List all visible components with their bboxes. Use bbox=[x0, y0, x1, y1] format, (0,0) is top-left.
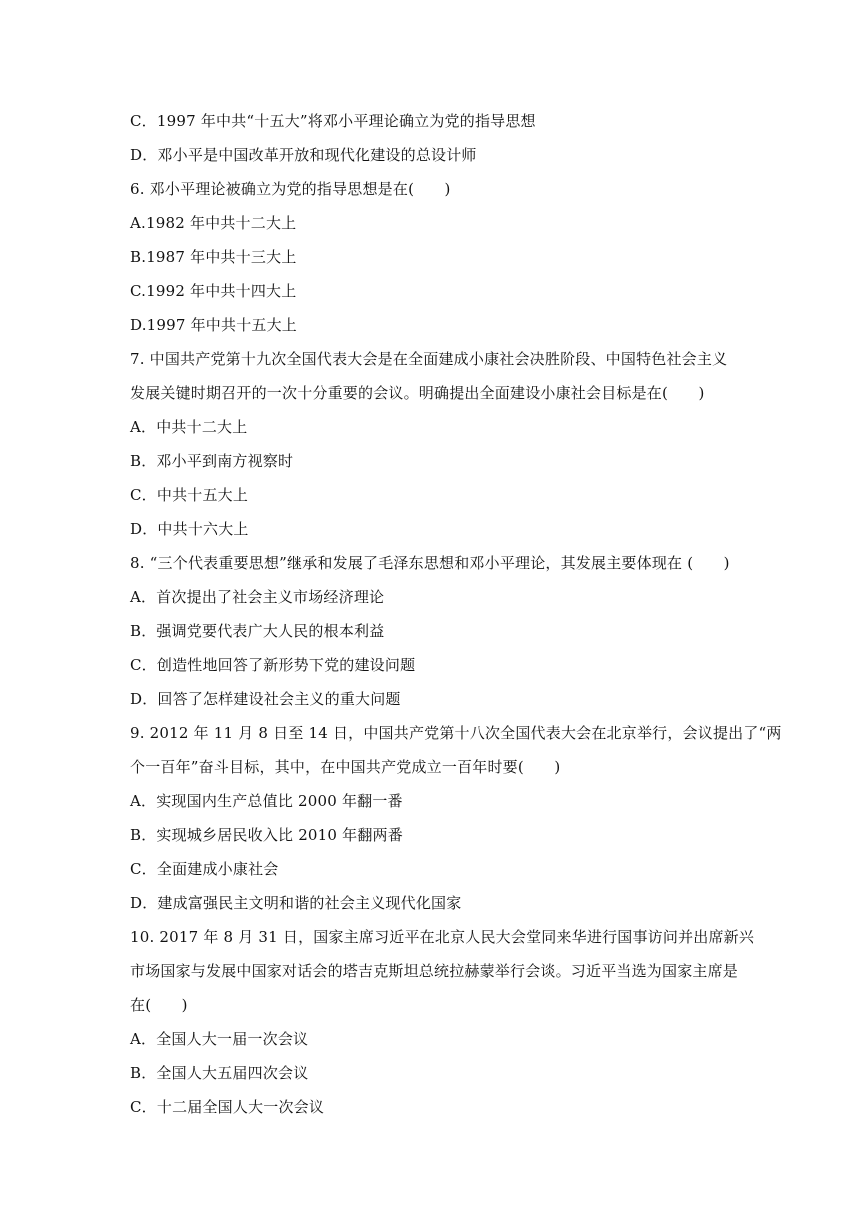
option-d-q5: D．邓小平是中国改革开放和现代化建设的总设计师 bbox=[130, 146, 477, 164]
option-b-q9: B．实现城乡居民收入比 2010 年翻两番 bbox=[130, 826, 403, 844]
option-a-q8: A．首次提出了社会主义市场经济理论 bbox=[130, 588, 385, 606]
option-c-q8: C．创造性地回答了新形势下党的建设问题 bbox=[130, 656, 416, 674]
question-9-line-1: 9. 2012 年 11 月 8 日至 14 日，中国共产党第十八次全国代表大会在北京举行，会议提出了“两 bbox=[130, 724, 782, 742]
question-9-line-2: 个一百年”奋斗目标，其中，在中国共产党成立一百年时要( ) bbox=[130, 758, 561, 776]
option-a-q6: A.1982 年中共十二大上 bbox=[130, 214, 297, 232]
option-b-q6: B.1987 年中共十三大上 bbox=[130, 248, 297, 266]
option-b-q7: B．邓小平到南方视察时 bbox=[130, 452, 294, 470]
option-c-q10: C．十二届全国人大一次会议 bbox=[130, 1098, 325, 1116]
option-c-q7: C．中共十五大上 bbox=[130, 486, 249, 504]
option-c-q5: C．1997 年中共“十五大”将邓小平理论确立为党的指导思想 bbox=[130, 112, 536, 130]
question-10-line-2: 市场国家与发展中国家对话会的塔吉克斯坦总统拉赫蒙举行会谈。习近平当选为国家主席是 bbox=[130, 962, 739, 980]
question-6: 6. 邓小平理论被确立为党的指导思想是在( ) bbox=[130, 180, 451, 198]
option-a-q7: A．中共十二大上 bbox=[130, 418, 248, 436]
question-10-line-3: 在( ) bbox=[130, 996, 188, 1014]
option-b-q8: B．强调党要代表广大人民的根本利益 bbox=[130, 622, 385, 640]
option-c-q9: C．全面建成小康社会 bbox=[130, 860, 279, 878]
option-b-q10: B．全国人大五届四次会议 bbox=[130, 1064, 309, 1082]
option-d-q9: D．建成富强民主文明和谐的社会主义现代化国家 bbox=[130, 894, 462, 912]
question-7-line-1: 7. 中国共产党第十九次全国代表大会是在全面建成小康社会决胜阶段、中国特色社会主义 bbox=[130, 350, 728, 368]
question-10-line-1: 10. 2017 年 8 月 31 日，国家主席习近平在北京人民大会堂同来华进行国事访问并出席新兴 bbox=[130, 928, 755, 946]
option-a-q10: A．全国人大一届一次会议 bbox=[130, 1030, 309, 1048]
question-7-line-2: 发展关键时期召开的一次十分重要的会议。明确提出全面建设小康社会目标是在( ) bbox=[130, 384, 705, 402]
option-d-q6: D.1997 年中共十五大上 bbox=[130, 316, 298, 334]
option-d-q8: D．回答了怎样建设社会主义的重大问题 bbox=[130, 690, 401, 708]
option-d-q7: D．中共十六大上 bbox=[130, 520, 249, 538]
option-c-q6: C.1992 年中共十四大上 bbox=[130, 282, 297, 300]
question-8: 8. “三个代表重要思想”继承和发展了毛泽东思想和邓小平理论，其发展主要体现在 ( ) bbox=[130, 554, 730, 572]
option-a-q9: A．实现国内生产总值比 2000 年翻一番 bbox=[130, 792, 403, 810]
